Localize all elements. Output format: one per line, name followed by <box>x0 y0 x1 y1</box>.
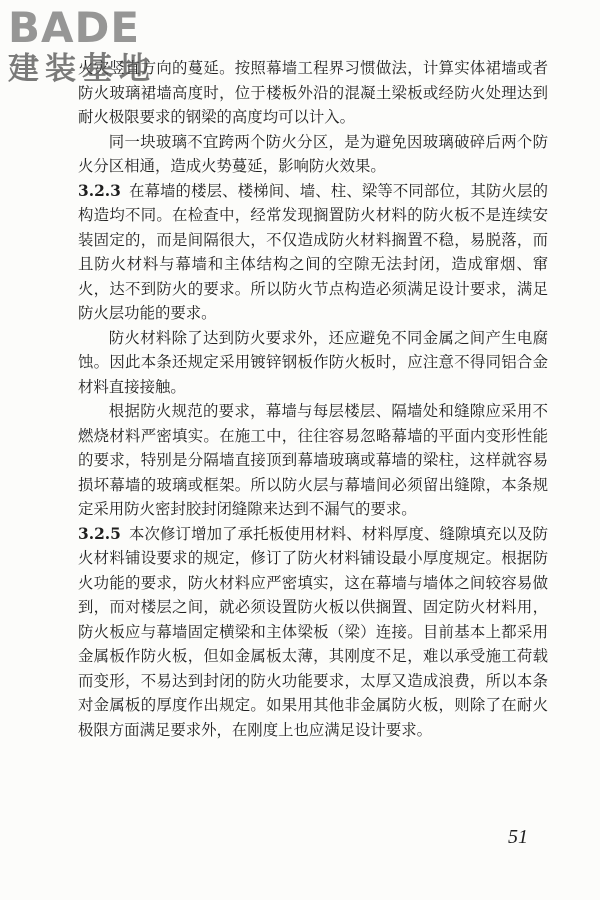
section-number: 3.2.5 <box>78 524 121 543</box>
paragraph-4-text: 防火材料除了达到防火要求外，还应避免不同金属之间产生电腐蚀。因此本条还规定采用镀锌钢板作防火板时，应注意不得同铝合金材料直接接触。 <box>78 328 548 396</box>
section-3-2-5 <box>78 522 548 743</box>
watermark-brand: BADE <box>8 3 141 52</box>
section-3-2-3 <box>78 179 548 326</box>
section-number: 3.2.3 <box>78 181 121 200</box>
watermark-logo-text <box>8 3 183 52</box>
paragraph-1 <box>78 56 548 130</box>
watermark-subtitle: 建装基地 <box>8 51 156 87</box>
paragraph-2-text: 同一块玻璃不宜跨两个防火分区，是为避免因玻璃破碎后两个防火分区相通，造成火势蔓延，影响防火效果。 <box>78 132 548 175</box>
page-content <box>78 56 548 826</box>
paragraph-5-text: 根据防火规范的要求，幕墙与每层楼层、隔墙处和缝隙应采用不燃烧材料严密填实。在施工中，往往容易忽略幕墙的平面内变形性能的要求，特别是分隔墙直接顶到幕墙玻璃或幕墙的梁柱，这样就容易损坏幕墙的玻璃或框架。所以防火层与幕墙间必须留出缝隙，本条规定采用防火密封胶封闭缝隙来达到不漏气的要求。 <box>78 402 548 518</box>
paragraph-5 <box>78 399 548 522</box>
page-number: 51 <box>508 826 528 848</box>
section-text: 本次修订增加了承托板使用材料、材料厚度、缝隙填充以及防火材料铺设要求的规定，修订了防火材料铺设最小厚度规定。根据防火功能的要求，防火材料应严密填实，这在幕墙与墙体之间较容易做到，而对楼层之间，就必须设置防火板以供搁置、固定防火材料用，防火板应与幕墙固定横梁和主体梁板（梁）连接。目前基本上都采用金属板作防火板，但如金属板太薄，其刚度不足，难以承受施工荷载而变形，不易达到封闭的防火功能要求，太厚又造成浪费，所以本条对金属板的厚度作出规定。如果用其他非金属防火板，则除了在耐火极限方面满足要求外，在刚度上也应满足设计要求。 <box>78 524 548 739</box>
section-text: 在幕墙的楼层、楼梯间、墙、柱、梁等不同部位，其防火层的构造均不同。在检查中，经常发现搁置防火材料的防火板不是连续安装固定的，而是间隔很大，不仅造成防火材料搁置不稳，易脱落，而且防火材料与幕墙和主体结构之间的空隙无法封闭，造成窜烟、窜火，达不到防火的要求。所以防火节点构造必须满足设计要求，满足防火层功能的要求。 <box>78 181 548 322</box>
paragraph-1-text: 火灾竖直方向的蔓延。按照幕墙工程界习惯做法，计算实体裙墙或者防火玻璃裙墙高度时，位于楼板外沿的混凝土梁板或经防火处理达到耐火极限要求的钢梁的高度均可以计入。 <box>78 59 548 126</box>
paragraph-4 <box>78 326 548 400</box>
paragraph-2 <box>78 130 548 179</box>
